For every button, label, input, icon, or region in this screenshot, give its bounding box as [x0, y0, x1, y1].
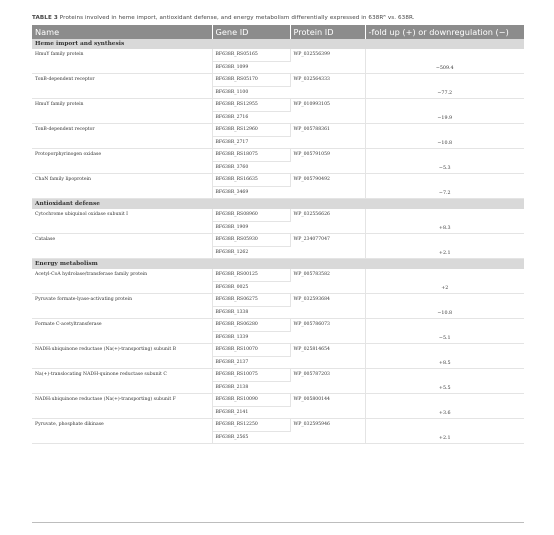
fold-change: −509.4: [365, 49, 524, 74]
gene-id: BF638R_RS05165: [212, 49, 290, 61]
protein-id: WP_234077047: [290, 234, 365, 259]
section-row: [32, 199, 524, 210]
table-row: [32, 394, 524, 407]
table-row: [32, 174, 524, 187]
fold-change: −10.8: [365, 294, 524, 319]
table-row: [32, 319, 524, 332]
protein-name: Pyruvate formate-lyase-activating protein: [32, 294, 212, 319]
protein-id: WP_032556626: [290, 209, 365, 234]
gene-id: BF638R_RS12955: [212, 99, 290, 112]
table-row: [32, 124, 524, 137]
table-bottom-rule: [32, 522, 524, 523]
table-row: [32, 344, 524, 357]
header-gene-id: Gene ID: [212, 25, 290, 39]
fold-change: +8.5: [365, 344, 524, 369]
gene-id: BF638R_RS06280: [212, 319, 290, 332]
fold-change: −5.1: [365, 319, 524, 344]
protein-id: WP_005783582: [290, 269, 365, 294]
protein-name: TonB-dependent receptor: [32, 74, 212, 99]
gene-id-locus: BF638R_1099: [212, 61, 290, 74]
protein-name: HmuY family protein: [32, 99, 212, 124]
gene-id-locus: BF638R_3760: [212, 161, 290, 174]
table-row: [32, 294, 524, 307]
header-name: Name: [32, 25, 212, 39]
gene-id-locus: BF638R_2717: [212, 136, 290, 149]
header-row: [32, 25, 524, 39]
table-caption: [32, 15, 532, 21]
protein-name: Formate C-acetyltransferase: [32, 319, 212, 344]
protein-id: WP_032593684: [290, 294, 365, 319]
protein-name: ChaN family lipoprotein: [32, 174, 212, 199]
section-row: [32, 259, 524, 270]
gene-id: BF638R_RS10070: [212, 344, 290, 357]
gene-id-locus: BF638R_3469: [212, 186, 290, 199]
fold-change: +2.1: [365, 419, 524, 444]
table-row: [32, 234, 524, 247]
protein-id: WP_005790492: [290, 174, 365, 199]
protein-id: WP_010993105: [290, 99, 365, 124]
fold-change: −5.3: [365, 149, 524, 174]
table-row: [32, 49, 524, 61]
protein-id: WP_032564333: [290, 74, 365, 99]
gene-id: BF638R_RS16635: [212, 174, 290, 187]
protein-name: Cytochrome ubiquinol oxidase subunit I: [32, 209, 212, 234]
gene-id: BF638R_RS12960: [212, 124, 290, 137]
gene-id: BF638R_RS12250: [212, 419, 290, 432]
gene-id: BF638R_RS05170: [212, 74, 290, 87]
header-protein-id: Protein ID: [290, 25, 365, 39]
table-row: [32, 99, 524, 112]
protein-name: NADH:ubiquinone reductase (Na(+)-transporting) subunit B: [32, 344, 212, 369]
table-row: [32, 149, 524, 162]
protein-id: WP_032595946: [290, 419, 365, 444]
table-row: [32, 369, 524, 382]
gene-id-locus: BF638R_1909: [212, 221, 290, 234]
protein-id: WP_005800144: [290, 394, 365, 419]
protein-id: WP_025814654: [290, 344, 365, 369]
fold-change: −7.2: [365, 174, 524, 199]
protein-name: Catalase: [32, 234, 212, 259]
gene-id-locus: BF638R_0025: [212, 281, 290, 294]
fold-change: +2: [365, 269, 524, 294]
section-title: Heme import and synthesis: [32, 39, 524, 49]
protein-name: Acetyl-CoA hydrolase/transferase family protein: [32, 269, 212, 294]
protein-id: WP_005791059: [290, 149, 365, 174]
fold-change: −10.8: [365, 124, 524, 149]
table-row: [32, 74, 524, 87]
table-row: [32, 209, 524, 221]
protein-table: [32, 25, 524, 444]
gene-id-locus: BF638R_1339: [212, 331, 290, 344]
protein-name: NADH:ubiquinone reductase (Na(+)-transporting) subunit F: [32, 394, 212, 419]
section-title: Energy metabolism: [32, 259, 524, 270]
gene-id-locus: BF638R_2141: [212, 406, 290, 419]
protein-name: Protoporphyrinogen oxidase: [32, 149, 212, 174]
fold-change: +3.6: [365, 394, 524, 419]
protein-id: WP_005787203: [290, 369, 365, 394]
gene-id-locus: BF638R_2565: [212, 431, 290, 444]
protein-name: Pyruvate, phosphate dikinase: [32, 419, 212, 444]
fold-change: +8.3: [365, 209, 524, 234]
section-title: Antioxidant defense: [32, 199, 524, 210]
gene-id-locus: BF638R_2716: [212, 111, 290, 124]
protein-id: WP_005786073: [290, 319, 365, 344]
table-row: [32, 269, 524, 281]
gene-id: BF638R_RS05930: [212, 234, 290, 247]
table-row: [32, 419, 524, 432]
table-caption-text: Proteins involved in heme import, antioxidant defense, and energy metabolism differentially expressed in 638Rᴿ vs. 638R.: [59, 15, 415, 21]
header-fold-change: -fold up (+) or downregulation (−): [365, 25, 524, 39]
gene-id: BF638R_RS00125: [212, 269, 290, 281]
protein-id: WP_005788361: [290, 124, 365, 149]
table-body: [32, 39, 524, 444]
protein-name: TonB-dependent receptor: [32, 124, 212, 149]
fold-change: +2.1: [365, 234, 524, 259]
gene-id: BF638R_RS10075: [212, 369, 290, 382]
gene-id-locus: BF638R_1338: [212, 306, 290, 319]
gene-id-locus: BF638R_1262: [212, 246, 290, 259]
gene-id: BF638R_RS18075: [212, 149, 290, 162]
section-row: [32, 39, 524, 49]
gene-id: BF638R_RS08960: [212, 209, 290, 221]
protein-name: HmuY family protein: [32, 49, 212, 74]
gene-id-locus: BF638R_2138: [212, 381, 290, 394]
gene-id: BF638R_RS06275: [212, 294, 290, 307]
gene-id-locus: BF638R_1100: [212, 86, 290, 99]
protein-name: Na(+)-translocating NADH-quinone reductase subunit C: [32, 369, 212, 394]
gene-id: BF638R_RS10090: [212, 394, 290, 407]
fold-change: −77.2: [365, 74, 524, 99]
gene-id-locus: BF638R_2137: [212, 356, 290, 369]
protein-id: WP_032556399: [290, 49, 365, 74]
table-caption-label: TABLE 3: [32, 15, 58, 21]
fold-change: −19.9: [365, 99, 524, 124]
fold-change: +5.5: [365, 369, 524, 394]
